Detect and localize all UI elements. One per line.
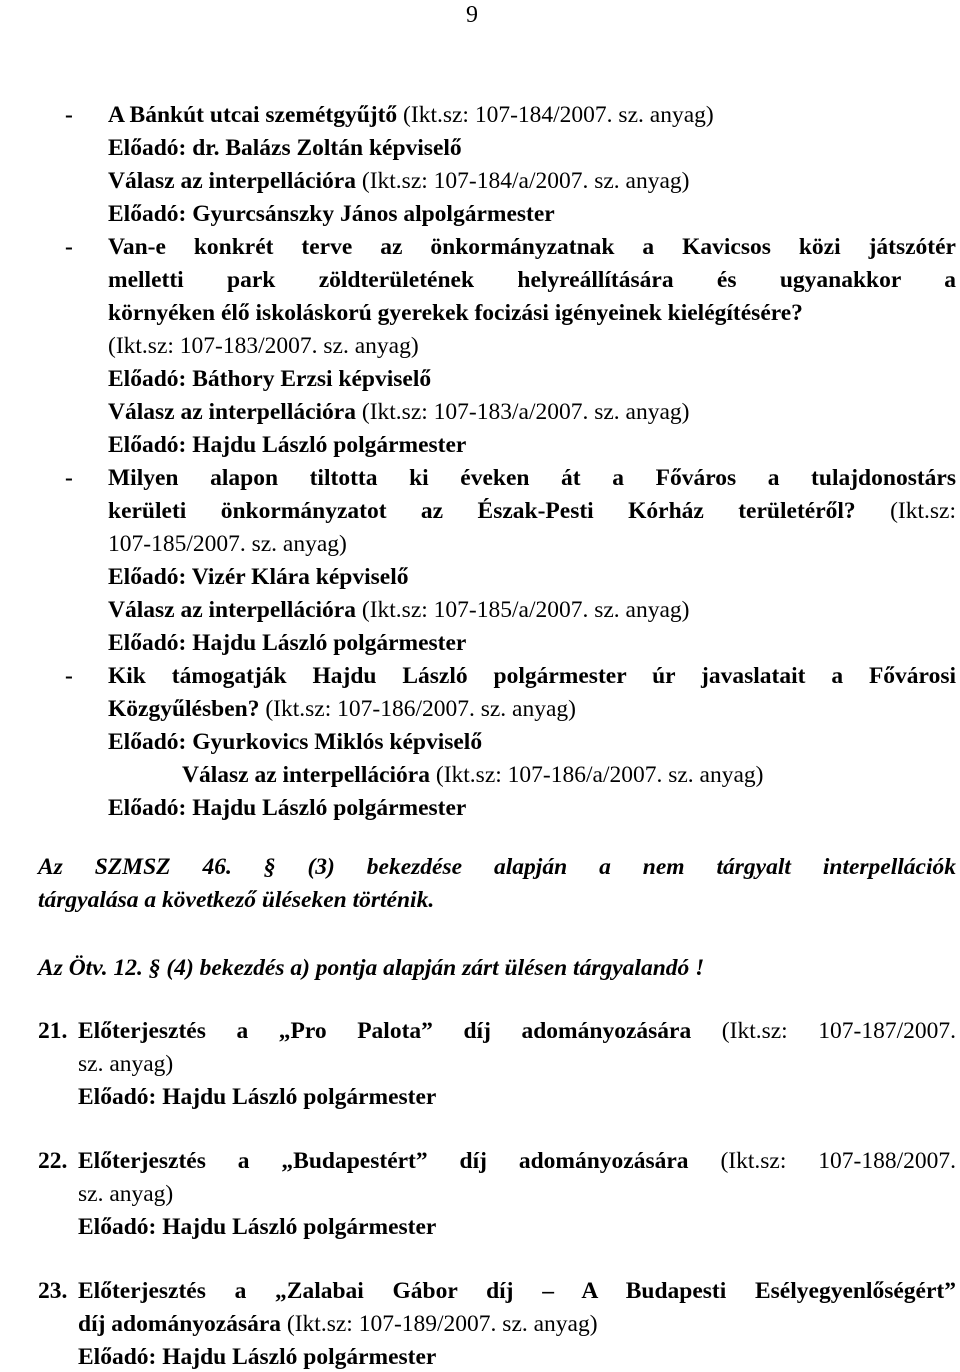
- agenda-23-title-line-1: Előterjesztés a „Zalabai Gábor díj – A Budapesti Esélyegyenlőségért”: [78, 1278, 956, 1304]
- item-dash-4: -: [65, 663, 73, 689]
- agenda-21-ref-part-1: (Ikt.sz: 107-187/2007.: [721, 1018, 957, 1044]
- item-4-line-1: Kik támogatják Hajdu László polgármester úr javaslatait a Fővárosi: [108, 663, 956, 689]
- item-4-answer: [182, 760, 764, 790]
- item-1-presenter: Előadó: dr. Balázs Zoltán képviselő: [108, 135, 462, 161]
- item-3-line-2-text: kerületi önkormányzatot az Észak-Pesti Kórház területéről?: [108, 498, 856, 524]
- item-2-presenter: Előadó: Báthory Erzsi képviselő: [108, 366, 432, 392]
- item-4-line-2-text: Közgyűlésben?: [108, 696, 260, 722]
- item-4-presenter: Előadó: Gyurkovics Miklós képviselő: [108, 729, 483, 755]
- page-number: 9: [466, 2, 478, 28]
- item-4-line-2: [108, 694, 576, 724]
- item-4-ref: (Ikt.sz: 107-186/2007. sz. anyag): [265, 696, 576, 722]
- item-1-answer: [108, 166, 690, 196]
- item-2-line-1: Van-e konkrét terve az önkormányzatnak a Kavicsos közi játszótér: [108, 234, 956, 260]
- agenda-23-line-2: [78, 1309, 598, 1339]
- item-2-answer: [108, 397, 690, 427]
- agenda-21-ref-part-2: sz. anyag): [78, 1051, 174, 1077]
- item-3-ref-part-1: (Ikt.sz:: [890, 498, 957, 524]
- agenda-21-title: Előterjesztés a „Pro Palota” díj adományozására: [78, 1018, 692, 1044]
- agenda-21-number: 21.: [38, 1018, 68, 1044]
- agenda-22-presenter: Előadó: Hajdu László polgármester: [78, 1214, 437, 1240]
- item-1-answer-ref: (Ikt.sz: 107-184/a/2007. sz. anyag): [361, 168, 690, 194]
- agenda-22-title: Előterjesztés a „Budapestért” díj adományozására: [78, 1148, 689, 1174]
- item-4-answer-presenter: Előadó: Hajdu László polgármester: [108, 795, 467, 821]
- item-1-line-1: [108, 100, 714, 130]
- item-2-ref: (Ikt.sz: 107-183/2007. sz. anyag): [108, 333, 419, 359]
- item-4-answer-ref: (Ikt.sz: 107-186/a/2007. sz. anyag): [435, 762, 764, 788]
- item-3-presenter: Előadó: Vizér Klára képviselő: [108, 564, 409, 590]
- item-3-ref-part-2: 107-185/2007. sz. anyag): [108, 531, 347, 557]
- item-3-answer-presenter: Előadó: Hajdu László polgármester: [108, 630, 467, 656]
- item-3-answer: [108, 595, 690, 625]
- agenda-22-ref-part-1: (Ikt.sz: 107-188/2007.: [720, 1148, 957, 1174]
- szmsz-note-line-1: Az SZMSZ 46. § (3) bekezdése alapján a nem tárgyalt interpellációk: [38, 854, 956, 880]
- agenda-23-ref: (Ikt.sz: 107-189/2007. sz. anyag): [286, 1311, 598, 1337]
- item-3-answer-ref: (Ikt.sz: 107-185/a/2007. sz. anyag): [361, 597, 690, 623]
- item-1-ref: (Ikt.sz: 107-184/2007. sz. anyag): [403, 102, 714, 128]
- otv-note: Az Ötv. 12. § (4) bekezdés a) pontja alapján zárt ülésen tárgyalandó !: [38, 955, 705, 981]
- item-4-answer-label: Válasz az interpellációra: [182, 762, 430, 788]
- item-dash-1: -: [65, 102, 73, 128]
- item-dash-3: -: [65, 465, 73, 491]
- item-dash-2: -: [65, 234, 73, 260]
- agenda-23-presenter: Előadó: Hajdu László polgármester: [78, 1344, 437, 1370]
- item-1-answer-label: Válasz az interpellációra: [108, 168, 356, 194]
- szmsz-note-line-2: tárgyalása a következő üléseken történik.: [38, 887, 435, 913]
- item-2-line-2: melletti park zöldterületének helyreállítására és ugyanakkor a: [108, 267, 956, 293]
- item-3-answer-label: Válasz az interpellációra: [108, 597, 356, 623]
- item-2-answer-presenter: Előadó: Hajdu László polgármester: [108, 432, 467, 458]
- agenda-22-ref-part-2: sz. anyag): [78, 1181, 174, 1207]
- agenda-22-line-1: [78, 1146, 956, 1206]
- agenda-23-number: 23.: [38, 1278, 68, 1304]
- item-1-title: A Bánkút utcai szemétgyűjtő: [108, 102, 398, 128]
- agenda-21-line-1: [78, 1016, 956, 1076]
- item-2-answer-ref: (Ikt.sz: 107-183/a/2007. sz. anyag): [361, 399, 690, 425]
- item-2-answer-label: Válasz az interpellációra: [108, 399, 356, 425]
- agenda-23-title-line-2: díj adományozására: [78, 1311, 282, 1337]
- item-1-answer-presenter: Előadó: Gyurcsánszky János alpolgármester: [108, 201, 555, 227]
- agenda-21-presenter: Előadó: Hajdu László polgármester: [78, 1084, 437, 1110]
- item-2-line-3: környéken élő iskoláskorú gyerekek focizási igényeinek kielégítésére?: [108, 300, 803, 326]
- agenda-22-number: 22.: [38, 1148, 68, 1174]
- item-3-line-1: Milyen alapon tiltotta ki éveken át a Főváros a tulajdonostárs: [108, 465, 956, 491]
